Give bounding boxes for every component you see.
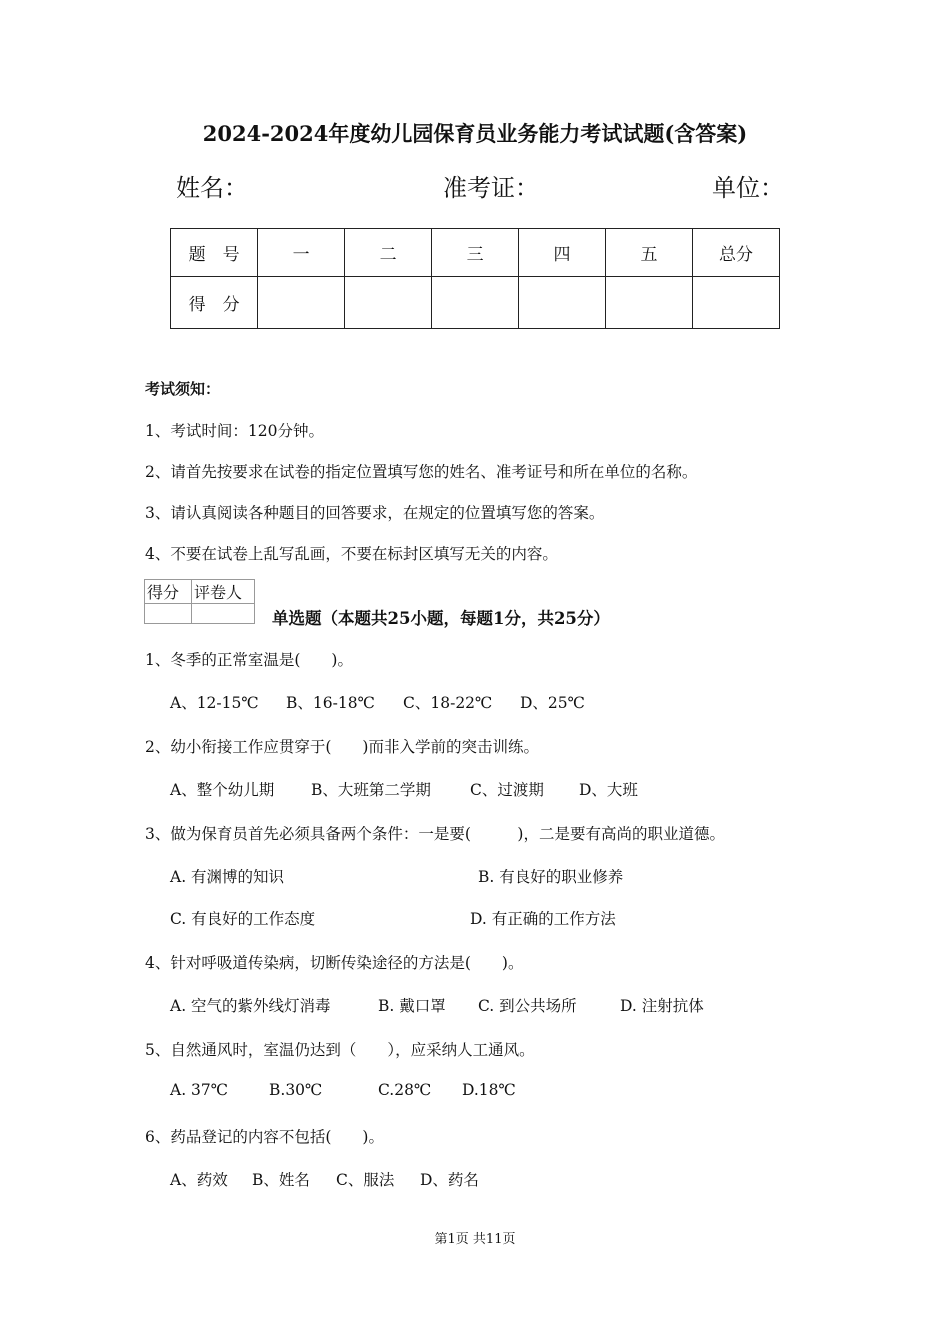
score-header-cell: 五 xyxy=(606,229,693,277)
question-stem: 5、自然通风时，室温仍达到（ ），应采纳人工通风。 xyxy=(145,1041,535,1059)
score-cell-blank xyxy=(692,277,779,329)
score-header-cell: 总分 xyxy=(692,229,779,277)
score-cell-blank xyxy=(258,277,345,329)
grader-score-blank xyxy=(145,604,192,624)
score-cell-blank xyxy=(519,277,606,329)
score-header-cell: 一 xyxy=(258,229,345,277)
question-option: A. 有渊博的知识 xyxy=(170,868,285,886)
notice-heading: 考试须知： xyxy=(145,380,221,398)
score-header-cell: 二 xyxy=(345,229,432,277)
question-option: D、大班 xyxy=(579,781,638,799)
question-option: D. 注射抗体 xyxy=(620,997,704,1015)
section-heading: 单选题（本题共25小题，每题1分，共25分） xyxy=(272,609,610,628)
question-option: A、整个幼儿期 xyxy=(170,781,275,799)
question-option: D、25℃ xyxy=(520,694,585,712)
score-cell-blank xyxy=(606,277,693,329)
exam-id-field-label: 准考证： xyxy=(443,174,539,202)
score-cell-blank xyxy=(432,277,519,329)
score-table-header-row xyxy=(171,229,780,277)
question-stem: 2、幼小衔接工作应贯穿于( )而非入学前的突击训练。 xyxy=(145,738,539,756)
notice-item: 1、考试时间：120分钟。 xyxy=(145,422,324,440)
question-option: A. 37℃ xyxy=(170,1081,229,1099)
question-stem: 6、药品登记的内容不包括( )。 xyxy=(145,1128,384,1146)
question-option: B、大班第二学期 xyxy=(311,781,431,799)
question-option: A. 空气的紫外线灯消毒 xyxy=(170,997,331,1015)
unit-field-label: 单位： xyxy=(712,174,784,202)
question-option: D. 有正确的工作方法 xyxy=(470,910,616,928)
question-option: A、12-15℃ xyxy=(170,694,259,712)
question-stem: 1、冬季的正常室温是( )。 xyxy=(145,651,353,669)
question-option: B、姓名 xyxy=(252,1171,310,1189)
grader-name-label: 评卷人 xyxy=(192,580,255,604)
question-option: B.30℃ xyxy=(269,1081,323,1099)
question-option: D、药名 xyxy=(420,1171,479,1189)
grader-box xyxy=(144,579,255,624)
notice-item: 4、不要在试卷上乱写乱画，不要在标封区填写无关的内容。 xyxy=(145,545,558,563)
question-option: B. 戴口罩 xyxy=(378,997,446,1015)
notice-item: 3、请认真阅读各种题目的回答要求，在规定的位置填写您的答案。 xyxy=(145,504,605,522)
page-title: 2024-2024年度幼儿园保育员业务能力考试试题(含答案) xyxy=(202,121,748,146)
score-row-label: 得 分 xyxy=(171,277,258,329)
question-option: C. 有良好的工作态度 xyxy=(170,910,316,928)
page-footer: 第1页 共11页 xyxy=(434,1232,516,1247)
grader-name-blank xyxy=(192,604,255,624)
notice-item: 2、请首先按要求在试卷的指定位置填写您的姓名、准考证号和所在单位的名称。 xyxy=(145,463,698,481)
score-table-score-row xyxy=(171,277,780,329)
question-stem: 4、针对呼吸道传染病，切断传染途径的方法是( )。 xyxy=(145,954,524,972)
question-option: C、18-22℃ xyxy=(403,694,493,712)
question-option: B、16-18℃ xyxy=(286,694,375,712)
question-option: C、服法 xyxy=(336,1171,395,1189)
question-option: D.18℃ xyxy=(462,1081,516,1099)
score-header-cell: 三 xyxy=(432,229,519,277)
score-table xyxy=(170,228,780,329)
name-field-label: 姓名： xyxy=(176,174,248,202)
question-option: B. 有良好的职业修养 xyxy=(478,868,624,886)
score-header-cell: 题 号 xyxy=(171,229,258,277)
grader-score-label: 得分 xyxy=(145,580,192,604)
question-stem: 3、做为保育员首先必须具备两个条件：一是要( )，二是要有高尚的职业道德。 xyxy=(145,825,725,843)
score-cell-blank xyxy=(345,277,432,329)
question-option: C.28℃ xyxy=(378,1081,432,1099)
score-header-cell: 四 xyxy=(519,229,606,277)
question-option: C、过渡期 xyxy=(470,781,544,799)
question-option: A、药效 xyxy=(170,1171,228,1189)
question-option: C. 到公共场所 xyxy=(478,997,577,1015)
